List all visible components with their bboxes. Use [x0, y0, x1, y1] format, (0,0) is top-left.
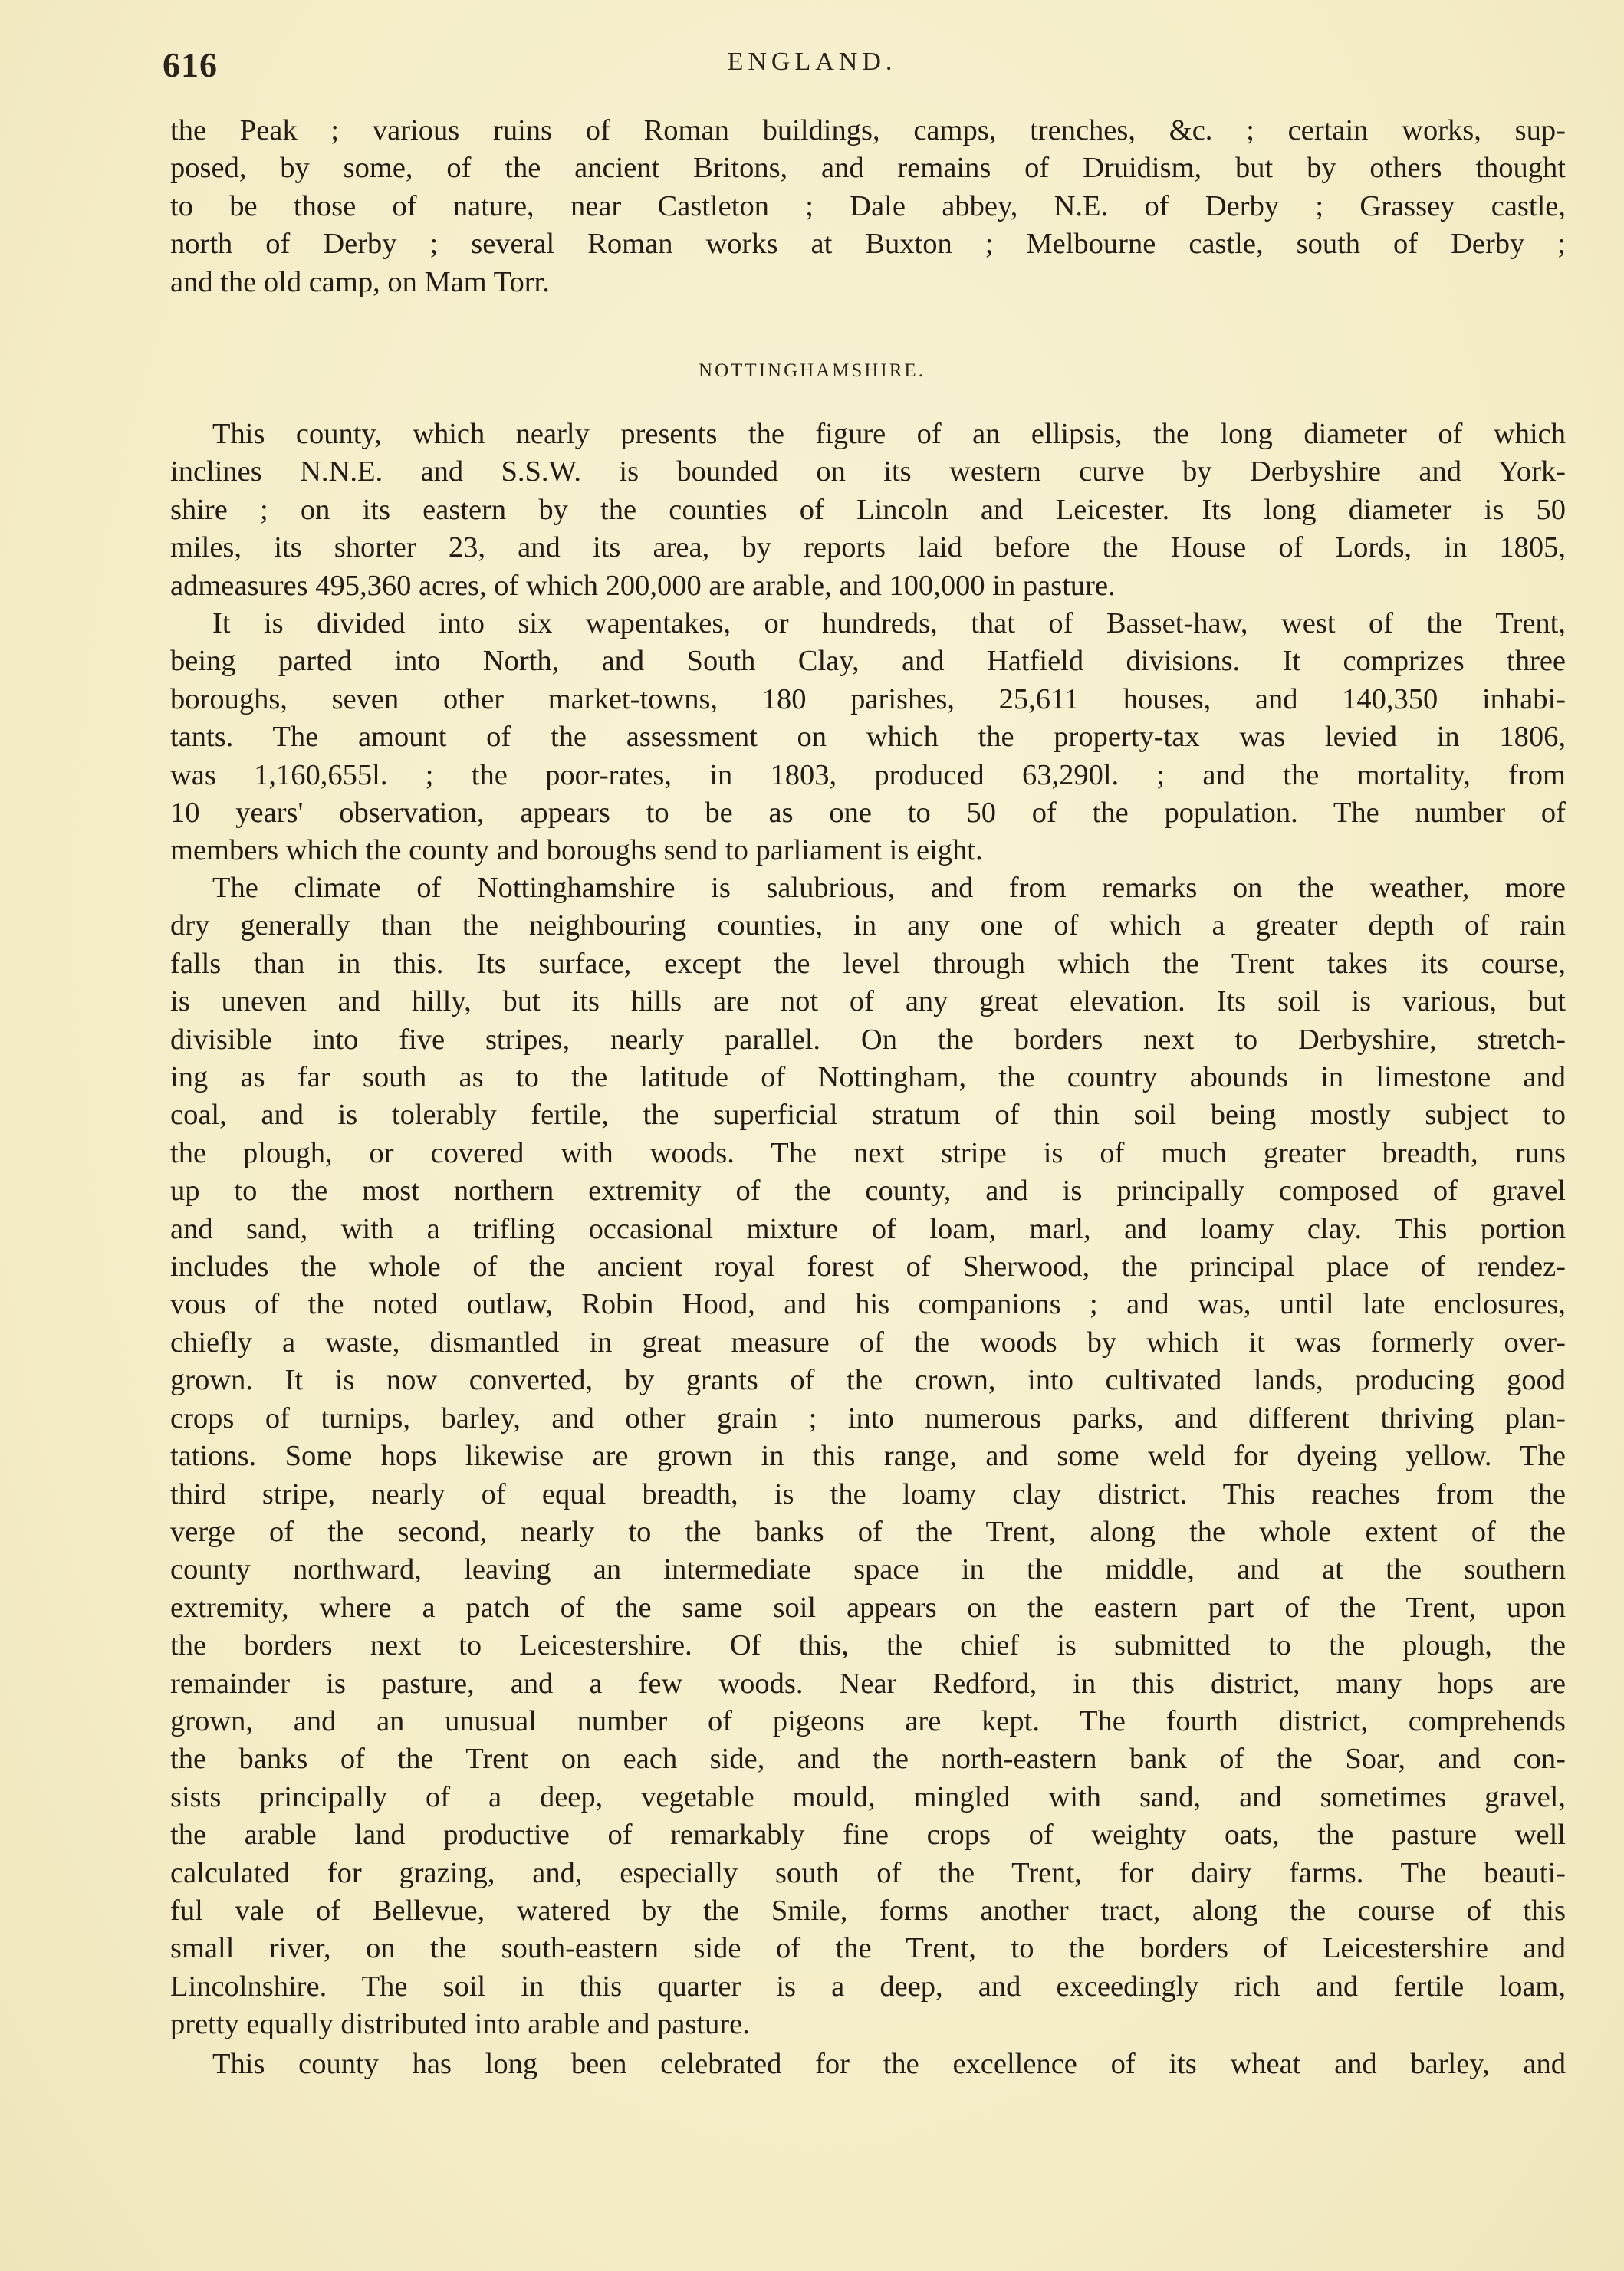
paragraph — [170, 869, 1566, 2044]
running-head: ENGLAND. — [727, 48, 897, 76]
text-line: posed, by some, of the ancient Britons, and remains of Druidism, but by others thought — [170, 152, 1566, 185]
text-line: to be those of nature, near Castleton ; Dale abbey, N.E. of Derby ; Grassey castle, — [170, 189, 1566, 222]
text-line: the Peak ; various ruins of Roman buildings, camps, trenches, &c. ; certain works, sup- — [170, 114, 1566, 146]
paragraph — [170, 416, 1566, 605]
text-line: and the old camp, on Mam Torr. — [170, 265, 550, 298]
text-line: crops of turnips, barley, and other grain ; into numerous parks, and different thriving plan- — [170, 1402, 1566, 1435]
paragraph — [170, 605, 1566, 870]
text-line: extremity, where a patch of the same soil appears on the eastern part of the Trent, upon — [170, 1591, 1566, 1624]
text-line: being parted into North, and South Clay, and Hatfield divisions. It comprizes three — [170, 645, 1566, 678]
text-line: tations. Some hops likewise are grown in this range, and some weld for dyeing yellow. The — [170, 1440, 1566, 1473]
text-line: tants. The amount of the assessment on which the property-tax was levied in 1806, — [170, 721, 1566, 754]
text-line: divisible into five stripes, nearly parallel. On the borders next to Derbyshire, stretch- — [170, 1023, 1566, 1056]
text-line: ing as far south as to the latitude of Nottingham, the country abounds in limestone and — [170, 1061, 1566, 1094]
text-line: falls than in this. Its surface, except the level through which the Trent takes its course, — [170, 947, 1566, 980]
text-line: inclines N.N.E. and S.S.W. is bounded on its western curve by Derbyshire and York- — [170, 455, 1566, 488]
paragraph — [170, 2046, 1566, 2083]
text-line: remainder is pasture, and a few woods. Near Redford, in this district, many hops are — [170, 1667, 1566, 1700]
text-line: admeasures 495,360 acres, of which 200,000 are arable, and 100,000 in pasture. — [170, 569, 1116, 602]
text-line: vous of the noted outlaw, Robin Hood, and his companions ; and was, until late enclosures, — [170, 1288, 1566, 1321]
text-line: ful vale of Bellevue, watered by the Smile, forms another tract, along the course of this — [170, 1894, 1566, 1927]
text-line: was 1,160,655l. ; the poor-rates, in 1803, produced 63,290l. ; and the mortality, from — [170, 758, 1566, 791]
text-line: third stripe, nearly of equal breadth, is the loamy clay district. This reaches from the — [170, 1477, 1566, 1510]
text-line: members which the county and boroughs send to parliament is eight. — [170, 834, 983, 867]
text-line: Lincolnshire. The soil in this quarter is a deep, and exceedingly rich and fertile loam, — [170, 1970, 1566, 2003]
text-line: up to the most northern extremity of the county, and is principally composed of gravel — [170, 1175, 1566, 1208]
text-line: boroughs, seven other market-towns, 180 parishes, 25,611 houses, and 140,350 inhabi- — [170, 682, 1566, 715]
text-line: miles, its shorter 23, and its area, by reports laid before the House of Lords, in 1805, — [170, 531, 1566, 564]
text-line: north of Derby ; several Roman works at Buxton ; Melbourne castle, south of Derby ; — [170, 228, 1566, 261]
text-line: small river, on the south-eastern side of the Trent, to the borders of Leicestershire and — [170, 1932, 1566, 1965]
text-line: This county, which nearly presents the figure of an ellipsis, the long diameter of which — [212, 418, 1566, 450]
text-line: calculated for grazing, and, especially south of the Trent, for dairy farms. The beauti- — [170, 1856, 1566, 1889]
text-line: chiefly a waste, dismantled in great measure of the woods by which it was formerly over- — [170, 1326, 1566, 1359]
text-line: pretty equally distributed into arable and pasture. — [170, 2008, 750, 2041]
text-line: grown, and an unusual number of pigeons are kept. The fourth district, comprehends — [170, 1704, 1566, 1737]
text-line: dry generally than the neighbouring counties, in any one of which a greater depth of rain — [170, 909, 1566, 942]
page-number: 616 — [163, 45, 218, 84]
text-line: and sand, with a trifling occasional mixture of loam, marl, and loamy clay. This portion — [170, 1212, 1566, 1245]
section-heading: NOTTINGHAMSHIRE. — [699, 360, 925, 381]
text-line: the banks of the Trent on each side, and the north-eastern bank of the Soar, and con- — [170, 1743, 1566, 1776]
text-line: This county has long been celebrated for the excellence of its wheat and barley, and — [212, 2048, 1566, 2080]
text-line: is uneven and hilly, but its hills are not of any great elevation. Its soil is various, but — [170, 985, 1566, 1018]
text-line: grown. It is now converted, by grants of the crown, into cultivated lands, producing good — [170, 1364, 1566, 1397]
text-line: verge of the second, nearly to the banks of the Trent, along the whole extent of the — [170, 1515, 1566, 1548]
text-line: county northward, leaving an intermediate space in the middle, and at the southern — [170, 1553, 1566, 1586]
intro-paragraph — [170, 112, 1566, 301]
text-line: It is divided into six wapentakes, or hundreds, that of Basset-haw, west of the Trent, — [212, 607, 1566, 639]
text-line: the borders next to Leicestershire. Of this, the chief is submitted to the plough, the — [170, 1629, 1566, 1662]
text-line: shire ; on its eastern by the counties of Lincoln and Leicester. Its long diameter is 50 — [170, 493, 1566, 526]
text-line: includes the whole of the ancient royal forest of Sherwood, the principal place of rendez- — [170, 1251, 1566, 1283]
text-line: the arable land productive of remarkably fine crops of weighty oats, the pasture well — [170, 1819, 1566, 1852]
text-line: 10 years' observation, appears to be as one to 50 of the population. The number of — [170, 797, 1566, 830]
text-line: coal, and is tolerably fertile, the superficial stratum of thin soil being mostly subject to — [170, 1099, 1566, 1132]
text-line: the plough, or covered with woods. The next stripe is of much greater breadth, runs — [170, 1136, 1566, 1169]
text-line: The climate of Nottinghamshire is salubrious, and from remarks on the weather, more — [212, 872, 1566, 904]
text-line: sists principally of a deep, vegetable mould, mingled with sand, and sometimes gravel, — [170, 1780, 1566, 1813]
